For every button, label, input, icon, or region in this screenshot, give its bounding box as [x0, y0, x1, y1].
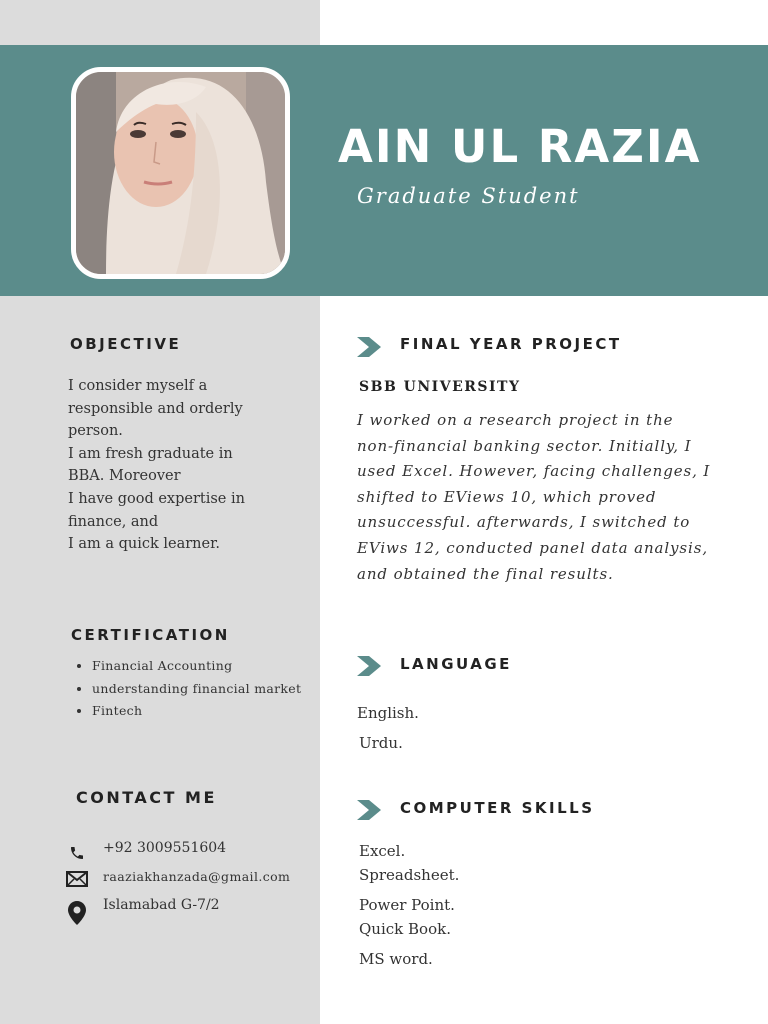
objective-line: I am fresh graduate in: [68, 445, 233, 462]
skill-item: Excel.: [359, 842, 406, 860]
project-description: [357, 408, 747, 587]
skill-item: Spreadsheet.: [359, 866, 460, 884]
contact-email[interactable]: [66, 868, 291, 890]
objective-line: finance, and: [68, 513, 159, 530]
institution-name: SBB UNIVERSITY: [359, 379, 521, 395]
chevron-right-icon: [357, 656, 383, 676]
certification-list: [74, 655, 301, 723]
certification-item: • Fintech: [92, 700, 301, 723]
objective-line: I am a quick learner.: [68, 536, 221, 553]
certification-item: • Financial Accounting: [92, 655, 301, 678]
email-address: raaziakhanzada@gmail.com: [103, 869, 291, 884]
objective-text: [68, 375, 308, 556]
location-text: Islamabad G-7/2: [103, 897, 220, 913]
candidate-role: Graduate Student: [357, 184, 580, 208]
skills-heading: COMPUTER SKILLS: [400, 799, 595, 817]
chevron-right-icon: [357, 800, 383, 820]
language-item: English.: [357, 704, 419, 722]
project-line: non-financial banking sector. Initially, I: [357, 436, 692, 455]
project-line: unsuccessful. afterwards, I switched to: [357, 513, 691, 532]
skill-item: Power Point.: [359, 896, 455, 914]
project-line: I worked on a research project in the: [357, 411, 674, 429]
project-line: EViws 12, conducted panel data analysis,: [357, 538, 708, 557]
project-line: and obtained the final results.: [357, 564, 614, 583]
skill-item: MS word.: [359, 950, 433, 968]
envelope-icon: [66, 868, 88, 890]
profile-photo: [71, 67, 290, 279]
candidate-name: AIN UL RAZIA: [338, 120, 702, 173]
certification-heading: CERTIFICATION: [71, 626, 230, 644]
project-line: shifted to EViews 10, which proved: [357, 487, 657, 506]
contact-location: [66, 897, 220, 926]
phone-number: +92 3009551604: [103, 840, 227, 856]
contact-heading: CONTACT ME: [76, 788, 217, 807]
objective-line: responsible and orderly: [68, 400, 243, 417]
objective-line: person.: [68, 423, 123, 440]
objective-line: I consider myself a: [68, 378, 208, 394]
chevron-right-icon: [357, 337, 383, 357]
certification-item: • understanding financial market: [92, 678, 301, 701]
language-item: Urdu.: [359, 734, 403, 752]
phone-icon: [66, 842, 88, 864]
objective-line: I have good expertise in: [68, 490, 245, 507]
location-pin-icon: [66, 900, 88, 926]
project-heading: FINAL YEAR PROJECT: [400, 335, 622, 353]
objective-line: BBA. Moreover: [68, 468, 181, 485]
skill-item: Quick Book.: [359, 920, 451, 938]
contact-phone[interactable]: [66, 840, 227, 864]
objective-heading: OBJECTIVE: [70, 335, 182, 353]
project-line: used Excel. However, facing challenges, I: [357, 462, 711, 481]
language-heading: LANGUAGE: [400, 655, 512, 673]
